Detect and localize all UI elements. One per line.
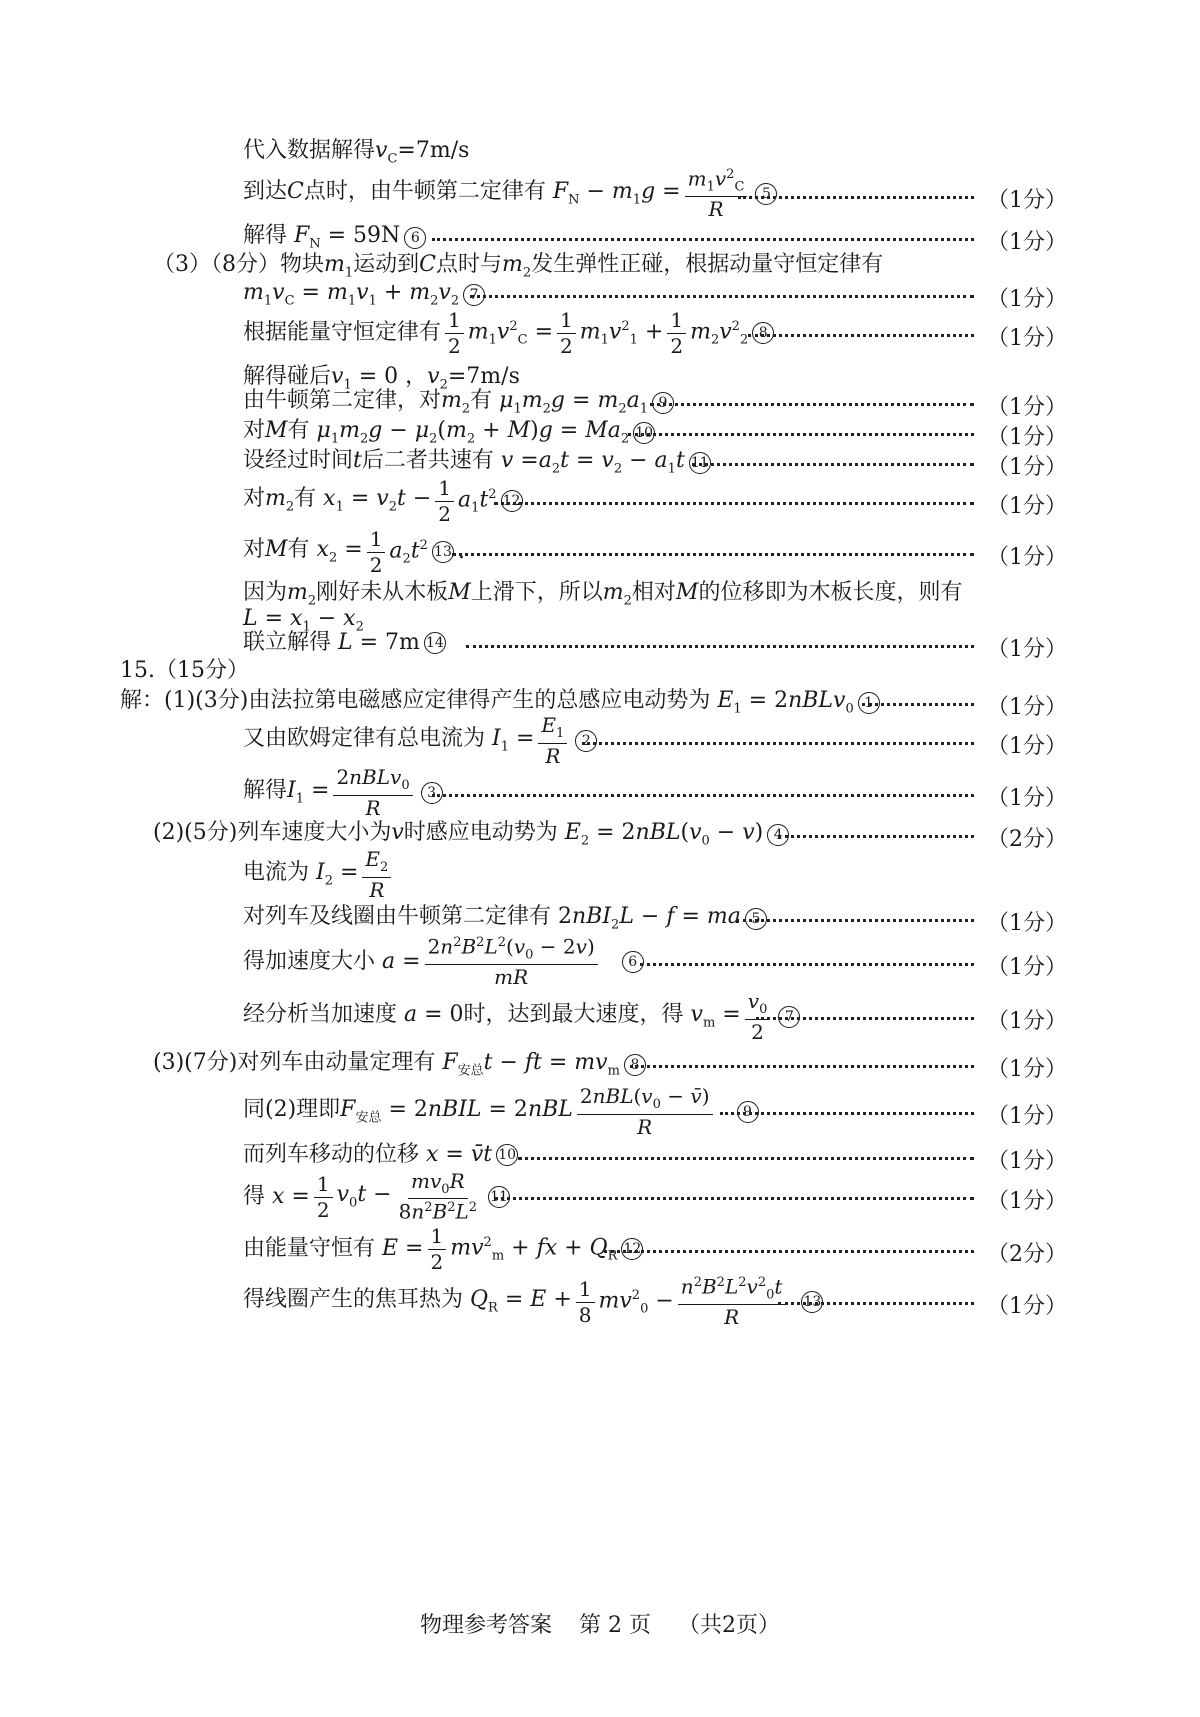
line-after-collision: 解得碰后$v_1 = 0$ ，$v_2=7m/s$ (243, 364, 520, 393)
line-impulse: (3)(7分)对列车由动量定理有 $F_{安总}t$ − ft = $mv_m$ 8 (153, 1052, 650, 1077)
score-label: （1分） (987, 1189, 1067, 1214)
line-part3-intro: （3）（8分）物块$m_1$运动到C点时与$m_2$发生弹性正碰，根据动量守恒定律有 (153, 252, 884, 281)
score-label: （2分） (987, 1242, 1067, 1267)
line-q15-emf: 解：(1)(3分)由法拉第电磁感应定律得产生的总感应电动势为 $E_1$ = 2nBLv$_0$ 1 (120, 690, 884, 715)
score-label: （1分） (987, 786, 1067, 811)
circled-number: 14 (424, 632, 446, 654)
line-energy-conservation: 由能量守恒有 E = $\frac{1}{2}$ $mv^2_m$ + fx + $Q_R$ 12 (243, 1222, 647, 1276)
line-energy: 根据能量守恒定律有 $\frac{1}{2}$ $m_1v^2_C$ = $\frac{1}{2}$ $m_1v^2_1$ + $\frac{1}{2}$ $m_2v^2_2$ 8 (243, 306, 778, 360)
line-vc-result: 代入数据解得$v_C=7m/s$ (243, 138, 470, 167)
dot-leader (630, 1065, 974, 1068)
dot-leader (432, 238, 974, 241)
line-board-length-reason: 因为$m_2$刚好未从木板M上滑下，所以$m_2$相对M的位移即为木板长度，则有 (243, 580, 963, 609)
dot-leader (518, 1157, 974, 1160)
circled-number: 8 (752, 322, 774, 344)
score-label: （1分） (987, 230, 1067, 255)
score-label: （1分） (987, 1057, 1067, 1082)
circled-number: 8 (624, 1054, 646, 1076)
line-e2: (2)(5分)列车速度大小为v时感应电动势为 $E_2 = 2nBL(v_0 - v)$ 4 (153, 822, 793, 847)
footer-subject: 物理参考答案 (420, 1613, 553, 1638)
score-label: （1分） (987, 1294, 1067, 1319)
line-x2: 对M有 $x_2$ = $\frac{1}{2}$ $a_2t^2$ 13 . (243, 526, 465, 577)
score-label: （1分） (987, 545, 1067, 570)
score-label: （1分） (987, 455, 1067, 480)
score-label: （1分） (987, 1009, 1067, 1034)
circled-number: 7 (463, 284, 485, 306)
line-i1: 又由欧姆定律有总电流为 $I_1$ = $\frac{E_1}{R}$ 2 (243, 714, 601, 768)
circled-number: 5 (745, 908, 767, 930)
line-i1-result: 解得$I_1$ = $\frac{2nBLv_0}{R}$ 3 (243, 766, 447, 820)
circled-number: 9 (652, 392, 674, 414)
dot-leader (604, 1250, 974, 1253)
dot-leader (432, 794, 974, 797)
dot-leader (452, 553, 974, 556)
score-label: （1分） (987, 395, 1067, 420)
dot-leader (582, 742, 974, 745)
footer-total-pages: （共2页） (678, 1613, 780, 1638)
line-newton-board: 对M有 $\mu_1m_2g - \mu_2(m_2 + M)g = Ma_2$ 10 (243, 420, 659, 445)
dot-leader (738, 196, 974, 199)
circled-number: 3 (421, 782, 443, 804)
line-ampere-force: 同(2)理即$F_{安总}$ = 2nBIL = 2nBL $\frac{2nBL(v_0 - v̄)}{R}$ 9 (243, 1082, 763, 1142)
score-label: （1分） (987, 1104, 1067, 1129)
score-label: （1分） (987, 425, 1067, 450)
circled-number: 10 (633, 422, 655, 444)
line-displacement: 而列车移动的位移 x = v̄t 10 (243, 1144, 522, 1166)
score-label: （1分） (987, 326, 1067, 351)
circled-number: 1 (858, 692, 880, 714)
line-acceleration: 得加速度大小 a = $\frac{2n^2B^2L^2(v_0 - 2v)}{mR}$ 6 (243, 932, 648, 992)
dot-leader (466, 645, 974, 648)
dot-leader (756, 1017, 974, 1020)
line-x1: 对$m_2$有 $x_1 = v_2t$ − $\frac{1}{2}$ $a_1t^2$ 12 (243, 474, 527, 528)
line-l-result: 联立解得 L = 7m 14 (243, 632, 450, 654)
dot-leader (470, 295, 974, 298)
dot-leader (778, 1302, 974, 1305)
line-newton-train: 对列车及线圈由牛顿第二定律有 2nBI$_2$L − f = ma 5 (243, 906, 771, 931)
line-newton-c: 到达C点时，由牛顿第二定律有 $F_N - m_1g$ = $\frac{m_1v^2_C}{R}$ 5 (243, 167, 781, 221)
line-common-speed: 设经过时间t后二者共速有 $v =a_2t = v_2 - a_1t$ 11 (243, 450, 715, 475)
page-footer (0, 1608, 1200, 1639)
line-fn-result: 解得 $F_N = 59N$ 6 (243, 225, 430, 250)
dot-leader (692, 463, 974, 466)
line-momentum: $m_1v_C = m_1v_1 + m_2v_2$ 7 (243, 282, 489, 307)
dot-leader (736, 919, 974, 922)
score-label: （2分） (987, 827, 1067, 852)
dot-leader (640, 963, 974, 966)
circled-number: 7 (778, 1006, 800, 1028)
score-label: （1分） (987, 287, 1067, 312)
score-label: （1分） (987, 955, 1067, 980)
dot-leader (494, 502, 974, 505)
line-i2: 电流为 $I_2$ = $\frac{E_2}{R}$ (243, 848, 395, 902)
score-label: （1分） (987, 1149, 1067, 1174)
dot-leader (778, 835, 974, 838)
line-joule-heat: 得线圈产生的焦耳热为 $Q_R = E$ + $\frac{1}{8}$ $mv^2_0$ − $\frac{n^2B^2L^2v^2_0t}{R}$ 13 (243, 1272, 827, 1332)
score-label: （1分） (987, 911, 1067, 936)
dot-leader (628, 433, 974, 436)
footer-page-number: 第 2 页 (579, 1613, 651, 1638)
dot-leader (650, 403, 974, 406)
circled-number: 5 (755, 183, 777, 205)
line-l-eq: $L = x_1 - x_2$ (243, 606, 364, 635)
score-label: （1分） (987, 695, 1067, 720)
question-15-heading: 15.（15分） (120, 658, 249, 683)
circled-number: 11 (488, 1186, 510, 1208)
circled-number: 13 (432, 541, 454, 563)
circled-number: 12 (621, 1238, 643, 1260)
circled-number: 12 (501, 490, 523, 512)
circled-number: 11 (689, 452, 711, 474)
score-label: （1分） (987, 734, 1067, 759)
dot-leader (748, 334, 974, 337)
line-max-speed: 经分析当加速度 a = 0时，达到最大速度，得 $v_m$ = $\frac{v_0}{2}$ 7 (243, 987, 804, 1047)
score-label: （1分） (987, 188, 1067, 213)
score-label: （1分） (987, 637, 1067, 662)
circled-number: 9 (737, 1101, 759, 1123)
circled-number: 13 (801, 1291, 823, 1313)
dot-leader (720, 1112, 974, 1115)
circled-number: 6 (404, 227, 426, 249)
score-label: （1分） (987, 494, 1067, 519)
dot-leader (862, 703, 974, 706)
circled-number: 6 (622, 951, 644, 973)
circled-number: 4 (767, 824, 789, 846)
circled-number: 10 (496, 1144, 518, 1166)
circled-number: 2 (575, 730, 597, 752)
line-x-result: 得 x = $\frac{1}{2}$ $v_0t$ − $\frac{mv_0R}{8n^2B^2L^2}$ 11 (243, 1168, 514, 1226)
dot-leader (494, 1197, 974, 1200)
line-newton-m2: 由牛顿第二定律，对$m_2$有 $\mu_1m_2g = m_2a_1$ 9 (243, 390, 678, 415)
